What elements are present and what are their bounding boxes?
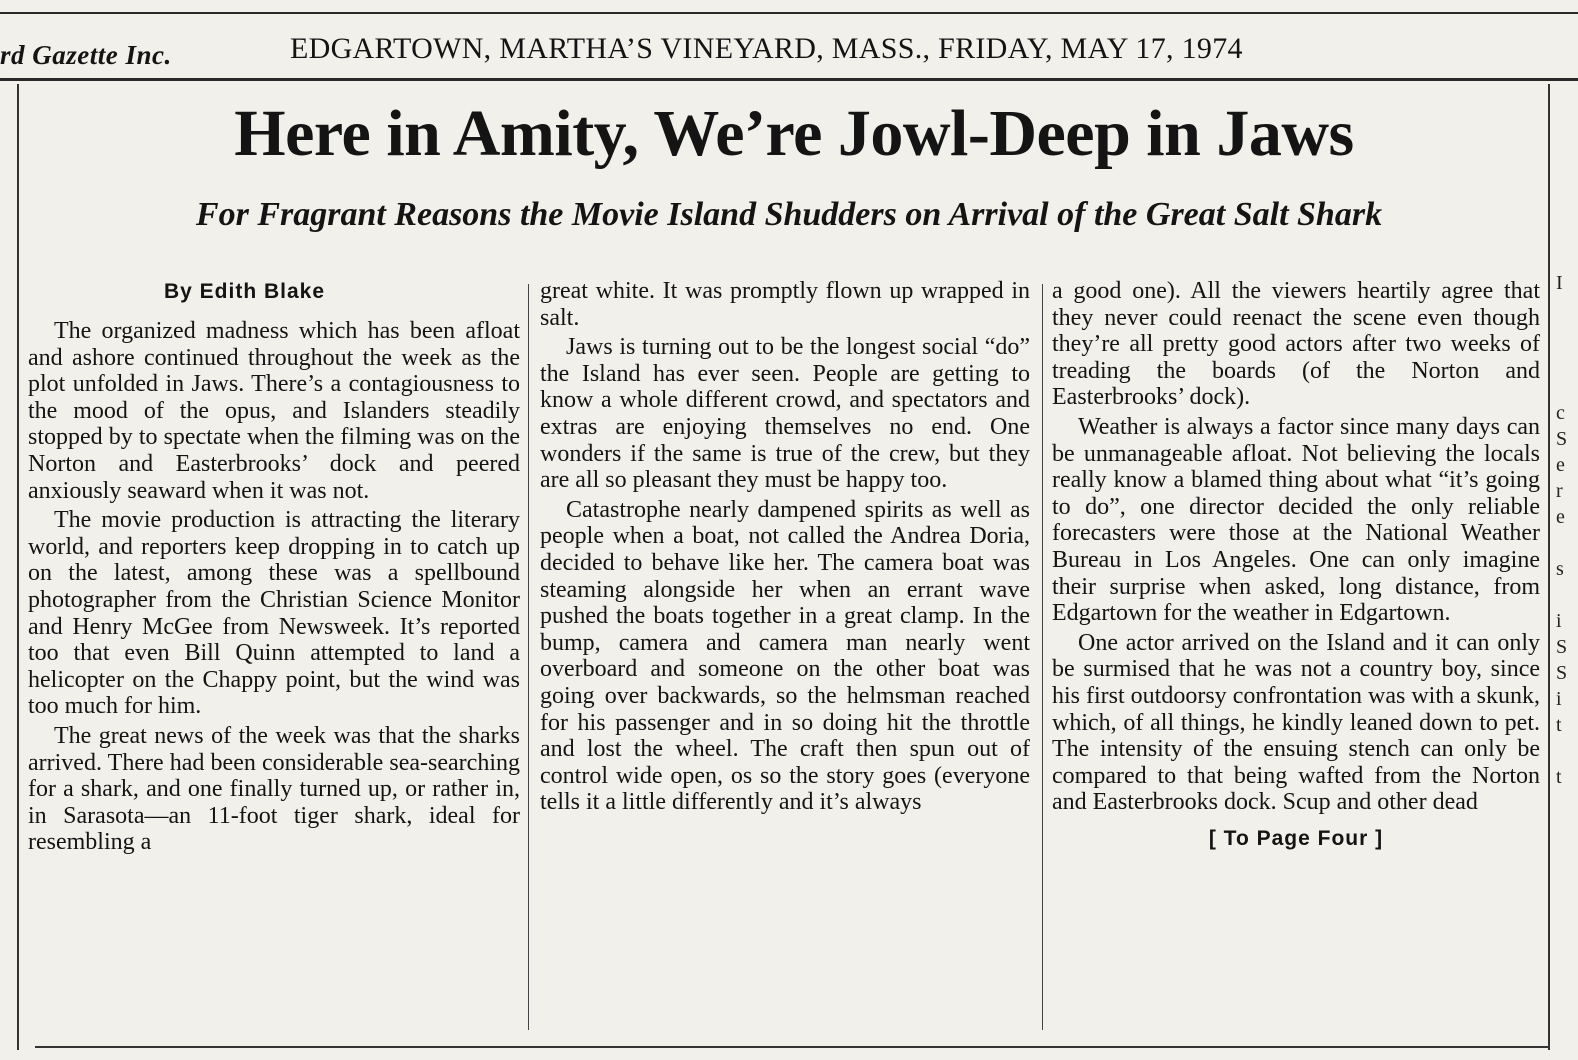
edge-letter: t [1556,714,1562,736]
article-paragraph: The organized madness which has been afloat and ashore continued throughout the week as the plot unfolded in Jaws. There’s a contagiousness to the mood of the opus, and Islanders steadily stopped by to spectate when the filming was on the Norton and Easterbrooks’ dock and peered anxiously seaward when it was not. [28,318,520,504]
article-paragraph: The movie production is attracting the literary world, and reporters keep dropping in to catch up on the latest, among these was a spellbound photographer from the Christian Science Monitor and Henry McGee from Newsweek. It’s reported too that even Bill Quinn attempted to land a helicopter on the Chappy point, but the wind was too much for him. [28,507,520,720]
article-paragraph: Weather is always a factor since many days can be unmanageable afloat. Not believing the locals really know a blamed thing about what “it’s going to do”, one director decided the only reliable forecasters were those at the National Weather Bureau in Los Angeles. One can only imagine their surprise when asked, long distance, from Edgartown for the weather in Edgartown. [1052,413,1540,627]
edge-letter [1556,738,1578,764]
masthead-top-rule [0,12,1578,14]
article-subhead: For Fragrant Reasons the Movie Island Shudders on Arrival of the Great Salt Shark [195,196,1383,233]
article-paragraph: One actor arrived on the Island and it can only be surmised that he was not a country boy, since his first outdoorsy confrontation was with a skunk, which, of all things, he kindly leaned down to pet. The intensity of the ensuing stench can only be compared to that being wafted from the Norton and Easterbrooks dock. Scup and other dead [1052,629,1540,816]
edge-letter [1556,322,1578,348]
edge-letter: r [1556,480,1563,502]
edge-letter [1556,348,1578,374]
column-divider [528,284,529,1030]
article-column-2 [540,278,1030,819]
edge-letter: S [1556,428,1568,450]
article-paragraph: The great news of the week was that the sharks arrived. There had been considerable sea-searching for a shark, and one finally turned up, or rather in, in Sarasota—an 11-foot tiger shark, ideal for resembling a [28,722,520,856]
article-headline: Here in Amity, We’re Jowl-Deep in Jaws [234,97,1354,170]
edge-letter: e [1556,454,1565,476]
edge-letter [1556,530,1578,556]
edge-letter [1556,296,1578,322]
column-divider [1042,284,1043,1030]
article-column-3 [1052,278,1540,852]
edge-letter: I [1556,272,1563,294]
continued-on-page-link: [ To Page Four ] [1208,826,1384,850]
newspaper-name: rd Gazette Inc. [0,40,172,70]
article-column-1 [28,278,520,859]
page-bottom-rule [35,1046,1548,1048]
edge-letter: i [1556,610,1562,632]
edge-letter: s [1556,558,1564,580]
edge-letter: c [1556,402,1565,424]
byline: By Edith Blake [164,280,326,303]
edge-letter: i [1556,688,1562,710]
masthead-bottom-rule [0,78,1578,81]
dateline: EDGARTOWN, MARTHA’S VINEYARD, MASS., FRIDAY, MAY 17, 1974 [290,32,1243,65]
edge-letter: S [1556,636,1568,658]
masthead [0,22,1578,76]
edge-letter: e [1556,506,1565,528]
article-paragraph: great white. It was promptly flown up wrapped in salt. [540,278,1030,331]
article-paragraph: Jaws is turning out to be the longest social “do” the Island has ever seen. People are getting to know a whole different crowd, and spectators and extras are enjoying themselves no end. One wonders if the same is true of the crew, but they are all so pleasant they must be happy too. [540,334,1030,494]
edge-letter: t [1556,766,1562,788]
edge-letter [1556,582,1578,608]
article-paragraph: Catastrophe nearly dampened spirits as well as people when a boat, not called the Andrea Doria, decided to behave like her. The camera boat was steaming alongside her when an errant wave pushed the boats together in a great clamp. In the bump, camera and camera man nearly went overboard and someone on the other boat was going over backwards, so the helmsman reached for his passenger and in so doing hit the throttle and lost the wheel. The craft then spun out of control wide open, os so the story goes (everyone tells it a little differently and it’s always [540,496,1030,816]
adjacent-column-edge-text [1556,270,1578,790]
article-paragraph: a good one). All the viewers heartily agree that they never could reenact the scene even though they’re all pretty good actors after two weeks of treading the boards (of the Norton and Easterbrooks’ dock). [1052,278,1540,411]
edge-letter: S [1556,662,1568,684]
edge-letter [1556,374,1578,400]
